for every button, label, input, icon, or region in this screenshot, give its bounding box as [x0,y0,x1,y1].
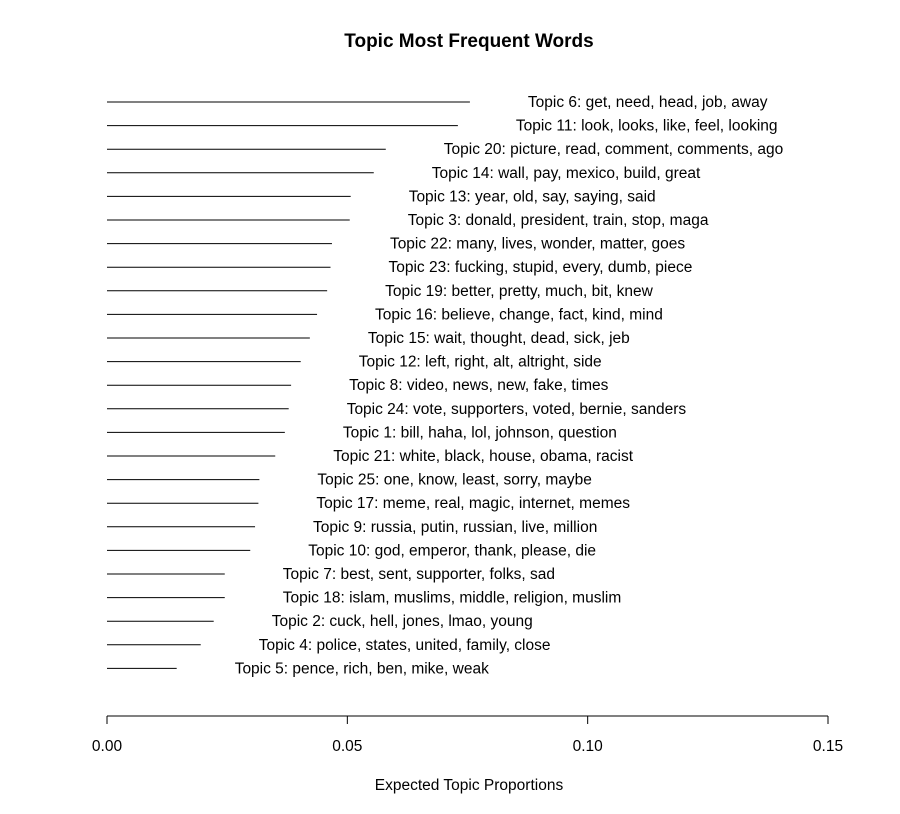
bar-label: Topic 20: picture, read, comment, comments, ago [443,141,784,159]
bar-label: Topic 8: video, news, new, fake, times [349,377,609,395]
bar-label: Topic 18: islam, muslims, middle, religion, muslim [282,589,622,607]
bar-label: Topic 12: left, right, alt, altright, side [358,353,602,371]
bar-label: Topic 6: get, need, head, job, away [527,94,768,111]
bar-label: Topic 22: many, lives, wonder, matter, goes [389,235,686,253]
x-axis-title: Expected Topic Proportions [374,777,564,794]
bar-label: Topic 13: year, old, say, saying, said [408,188,656,206]
bar-label: Topic 3: donald, president, train, stop, maga [407,212,709,229]
x-tick-label: 0.05 [332,738,363,755]
bar-label: Topic 5: pence, rich, ben, mike, weak [234,660,489,678]
bar-label: Topic 24: vote, supporters, voted, bernie, sanders [346,400,687,418]
chart-title: Topic Most Frequent Words [344,31,594,52]
bar-label: Topic 11: look, looks, like, feel, looking [515,117,778,135]
bars-group [107,94,783,677]
x-tick-label: 0.15 [812,738,844,755]
bar-label: Topic 14: wall, pay, mexico, build, great [431,164,701,182]
bar-label: Topic 23: fucking, stupid, every, dumb, piece [388,259,693,277]
bar-label: Topic 7: best, sent, supporter, folks, sad [282,566,556,583]
bar-label: Topic 9: russia, putin, russian, live, million [313,518,598,536]
bar-label: Topic 10: god, emperor, thank, please, die [308,542,597,560]
bar-label: Topic 21: white, black, house, obama, racist [333,448,634,465]
bar-label: Topic 25: one, know, least, sorry, maybe [317,471,592,489]
bar-label: Topic 1: bill, haha, lol, johnson, question [342,424,617,442]
x-tick-label: 0.00 [91,738,123,755]
bar-label: Topic 19: better, pretty, much, bit, knew [385,282,653,300]
bar-label: Topic 16: believe, change, fact, kind, mind [375,306,663,324]
x-tick-label: 0.10 [572,738,603,755]
bar-label: Topic 15: wait, thought, dead, sick, jeb [367,330,630,347]
bar-label: Topic 17: meme, real, magic, internet, memes [316,495,630,513]
x-axis [92,716,843,755]
bar-label: Topic 4: police, states, united, family, close [258,636,551,654]
bar-label: Topic 2: cuck, hell, jones, lmao, young [271,613,533,631]
